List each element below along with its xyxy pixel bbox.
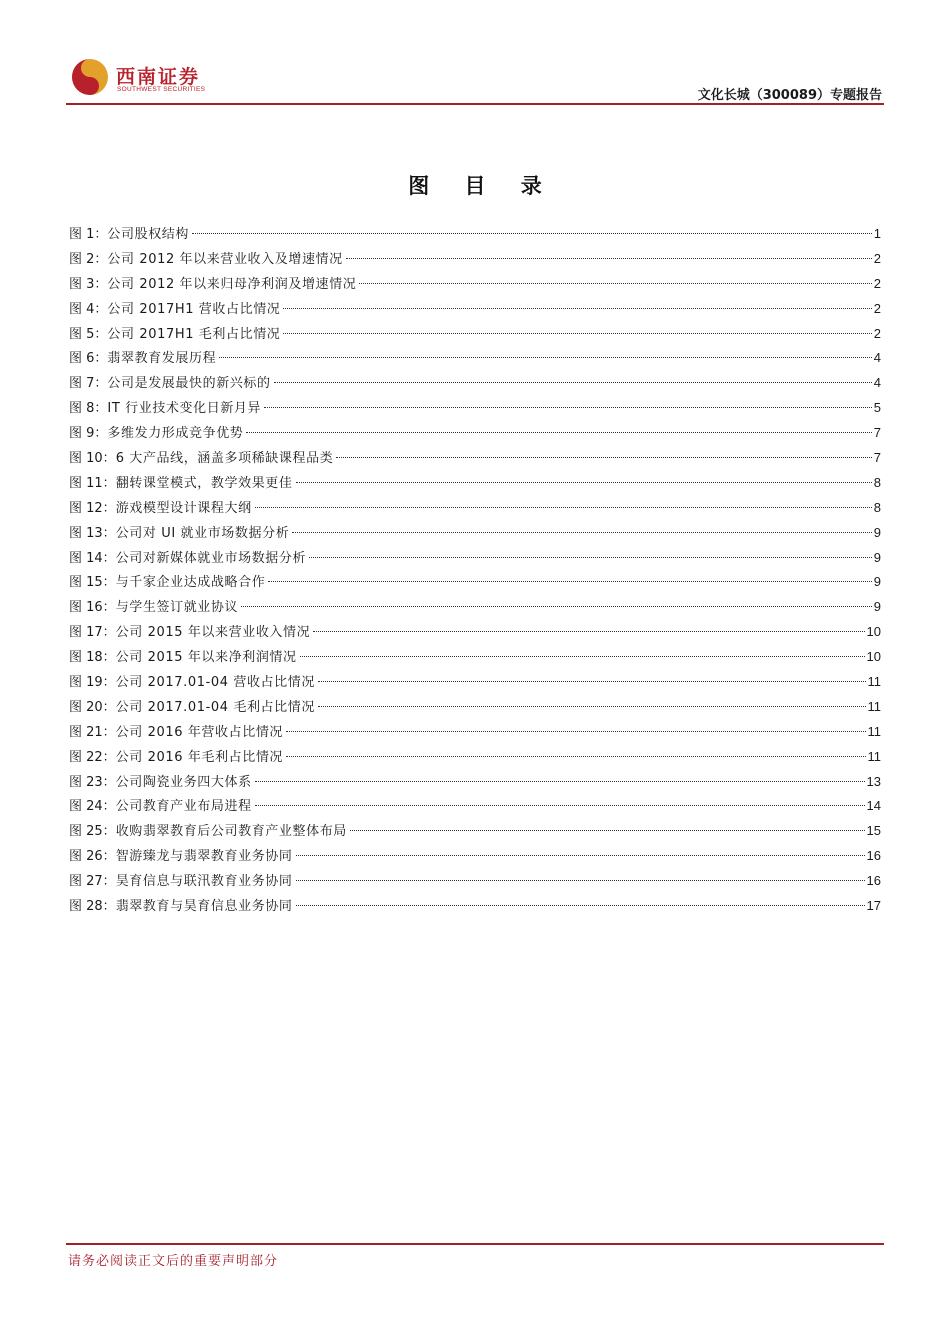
toc-figure-number: 图 8： <box>69 401 108 417</box>
toc-figure-number: 图 11： <box>69 475 116 491</box>
toc-entry-11[interactable] <box>69 471 881 496</box>
toc-entry-4[interactable] <box>69 297 881 322</box>
toc-entry-9[interactable] <box>69 421 881 446</box>
toc-figure-number: 图 3： <box>69 276 108 292</box>
toc-page-number: 16 <box>866 873 881 889</box>
toc-entry-20[interactable] <box>69 695 881 720</box>
toc-figure-title: 公司 2016 年营收占比情况 <box>115 724 284 740</box>
toc-dot-leader <box>292 532 871 533</box>
toc-figure-number: 图 9： <box>69 426 108 442</box>
toc-figure-title: 公司 2017.01-04 营收占比情况 <box>115 675 315 691</box>
toc-figure-number: 图 12： <box>69 500 116 516</box>
toc-entry-1[interactable] <box>69 222 881 247</box>
toc-page-number: 11 <box>867 723 881 739</box>
toc-page-number: 9 <box>873 574 881 590</box>
header-divider <box>66 103 884 105</box>
logo-english-name: SOUTHWEST SECURITIES <box>117 86 206 93</box>
toc-figure-title: 多维发力形成竞争优势 <box>107 426 244 442</box>
toc-figure-title: 与千家企业达成战略合作 <box>115 575 266 591</box>
toc-entry-3[interactable] <box>69 272 881 297</box>
toc-figure-number: 图 10： <box>69 451 116 467</box>
toc-figure-title: 公司 2015 年以来营业收入情况 <box>115 625 311 641</box>
toc-figure-title: 公司 2012 年以来营业收入及增速情况 <box>107 251 343 267</box>
toc-dot-leader <box>296 482 872 483</box>
figure-index-list <box>69 222 881 919</box>
toc-entry-28[interactable] <box>69 894 881 919</box>
toc-figure-title: 公司 2017H1 营收占比情况 <box>107 301 281 317</box>
toc-figure-title: 游戏模型设计课程大纲 <box>115 500 252 516</box>
toc-dot-leader <box>192 233 872 234</box>
toc-figure-number: 图 7： <box>69 376 108 392</box>
toc-figure-number: 图 21： <box>69 724 116 740</box>
toc-page-number: 2 <box>873 325 881 341</box>
toc-figure-title: 翻转课堂模式，教学效果更佳 <box>115 475 293 491</box>
toc-page-number: 8 <box>873 499 881 515</box>
toc-dot-leader <box>274 382 872 383</box>
toc-figure-title: 公司教育产业布局进程 <box>115 799 252 815</box>
toc-figure-number: 图 27： <box>69 874 116 890</box>
toc-figure-title: 6 大产品线，涵盖多项稀缺课程品类 <box>115 451 334 467</box>
page-header <box>66 54 884 104</box>
toc-entry-16[interactable] <box>69 595 881 620</box>
toc-dot-leader <box>309 557 872 558</box>
toc-dot-leader <box>241 606 872 607</box>
toc-dot-leader <box>286 756 865 757</box>
toc-entry-18[interactable] <box>69 645 881 670</box>
toc-figure-number: 图 19： <box>69 675 116 691</box>
toc-page-number: 16 <box>866 848 881 864</box>
toc-page-number: 13 <box>866 773 881 789</box>
toc-dot-leader <box>255 781 865 782</box>
report-title: 文化长城（300089）专题报告 <box>697 88 882 103</box>
toc-entry-7[interactable] <box>69 371 881 396</box>
toc-entry-21[interactable] <box>69 720 881 745</box>
toc-entry-19[interactable] <box>69 670 881 695</box>
toc-figure-title: 公司 2017.01-04 毛利占比情况 <box>115 699 315 715</box>
toc-figure-number: 图 18： <box>69 650 116 666</box>
toc-figure-number: 图 2： <box>69 251 108 267</box>
toc-dot-leader <box>283 308 871 309</box>
toc-dot-leader <box>350 830 865 831</box>
toc-dot-leader <box>318 681 866 682</box>
toc-figure-title: 公司对新媒体就业市场数据分析 <box>115 550 307 566</box>
toc-dot-leader <box>283 333 871 334</box>
toc-entry-13[interactable] <box>69 521 881 546</box>
toc-figure-title: 公司 2017H1 毛利占比情况 <box>107 326 281 342</box>
toc-entry-23[interactable] <box>69 770 881 795</box>
toc-figure-number: 图 22： <box>69 749 116 765</box>
toc-figure-number: 图 17： <box>69 625 116 641</box>
toc-entry-5[interactable] <box>69 322 881 347</box>
toc-figure-number: 图 25： <box>69 824 116 840</box>
toc-figure-number: 图 13： <box>69 525 116 541</box>
toc-entry-12[interactable] <box>69 496 881 521</box>
southwest-securities-logo-icon <box>70 57 110 97</box>
toc-dot-leader <box>296 880 865 881</box>
toc-dot-leader <box>318 706 866 707</box>
toc-dot-leader <box>264 407 872 408</box>
toc-figure-number: 图 4： <box>69 301 108 317</box>
toc-page-number: 4 <box>873 350 881 366</box>
toc-figure-title: 昊育信息与联汛教育业务协同 <box>115 874 293 890</box>
toc-figure-number: 图 26： <box>69 849 116 865</box>
toc-figure-title: 翡翠教育与昊育信息业务协同 <box>115 899 293 915</box>
toc-figure-number: 图 24： <box>69 799 116 815</box>
toc-dot-leader <box>336 457 871 458</box>
toc-dot-leader <box>286 731 865 732</box>
toc-figure-number: 图 16： <box>69 600 116 616</box>
toc-dot-leader <box>296 855 865 856</box>
toc-dot-leader <box>296 905 865 906</box>
toc-figure-title: 收购翡翠教育后公司教育产业整体布局 <box>115 824 347 840</box>
toc-figure-title: 公司对 UI 就业市场数据分析 <box>115 525 290 541</box>
toc-dot-leader <box>359 283 871 284</box>
toc-page-number: 4 <box>873 375 881 391</box>
toc-figure-title: 智游臻龙与翡翠教育业务协同 <box>115 849 293 865</box>
toc-entry-26[interactable] <box>69 844 881 869</box>
toc-entry-2[interactable] <box>69 247 881 272</box>
toc-page-number: 11 <box>867 674 881 690</box>
footer-divider <box>66 1243 884 1245</box>
toc-figure-number: 图 20： <box>69 699 116 715</box>
toc-entry-17[interactable] <box>69 620 881 645</box>
toc-page-number: 11 <box>867 698 881 714</box>
toc-page-number: 17 <box>866 898 881 914</box>
toc-entry-15[interactable] <box>69 570 881 595</box>
toc-page-number: 2 <box>873 300 881 316</box>
toc-dot-leader <box>255 805 865 806</box>
company-logo <box>70 57 270 101</box>
toc-dot-leader <box>268 581 871 582</box>
toc-page-number: 10 <box>866 624 881 640</box>
toc-entry-22[interactable] <box>69 745 881 770</box>
toc-page-number: 2 <box>873 250 881 266</box>
toc-entry-27[interactable] <box>69 869 881 894</box>
toc-page-number: 7 <box>873 450 881 466</box>
toc-figure-title: IT 行业技术变化日新月异 <box>107 401 262 417</box>
toc-figure-number: 图 15： <box>69 575 116 591</box>
toc-page-number: 14 <box>866 798 881 814</box>
toc-figure-number: 图 28： <box>69 899 116 915</box>
disclaimer-note: 请务必阅读正文后的重要声明部分 <box>68 1254 279 1269</box>
toc-dot-leader <box>255 507 872 508</box>
toc-page-number: 15 <box>866 823 881 839</box>
toc-dot-leader <box>300 656 865 657</box>
toc-page-number: 9 <box>873 549 881 565</box>
toc-entry-24[interactable] <box>69 794 881 819</box>
logo-chinese-name: 西南证券 <box>116 66 201 88</box>
toc-page-number: 10 <box>866 649 881 665</box>
toc-heading: 图 目 录 <box>408 173 556 198</box>
toc-page-number: 1 <box>873 226 881 241</box>
toc-dot-leader <box>246 432 871 433</box>
toc-dot-leader <box>346 258 872 259</box>
toc-figure-number: 图 6： <box>69 351 108 367</box>
toc-figure-number: 图 23： <box>69 774 116 790</box>
toc-entry-25[interactable] <box>69 819 881 844</box>
toc-figure-number: 图 1： <box>69 227 108 242</box>
toc-page-number: 11 <box>867 748 881 764</box>
toc-page-number: 5 <box>873 400 881 416</box>
toc-page-number: 2 <box>873 275 881 291</box>
toc-figure-title: 翡翠教育发展历程 <box>107 351 217 367</box>
toc-entry-6[interactable] <box>69 346 881 371</box>
toc-figure-number: 图 5： <box>69 326 108 342</box>
toc-figure-title: 与学生签订就业协议 <box>115 600 239 616</box>
toc-dot-leader <box>219 357 872 358</box>
toc-figure-title: 公司股权结构 <box>107 227 190 242</box>
toc-entry-14[interactable] <box>69 546 881 571</box>
toc-figure-title: 公司陶瓷业务四大体系 <box>115 774 252 790</box>
toc-page-number: 7 <box>873 425 881 441</box>
toc-page-number: 8 <box>873 474 881 490</box>
toc-page-number: 9 <box>873 599 881 615</box>
toc-page-number: 9 <box>873 524 881 540</box>
toc-entry-10[interactable] <box>69 446 881 471</box>
toc-figure-title: 公司 2016 年毛利占比情况 <box>115 749 284 765</box>
toc-dot-leader <box>313 631 864 632</box>
toc-entry-8[interactable] <box>69 396 881 421</box>
toc-figure-title: 公司是发展最快的新兴标的 <box>107 376 271 392</box>
toc-figure-title: 公司 2012 年以来归母净利润及增速情况 <box>107 276 357 292</box>
toc-figure-number: 图 14： <box>69 550 116 566</box>
toc-figure-title: 公司 2015 年以来净利润情况 <box>115 650 297 666</box>
